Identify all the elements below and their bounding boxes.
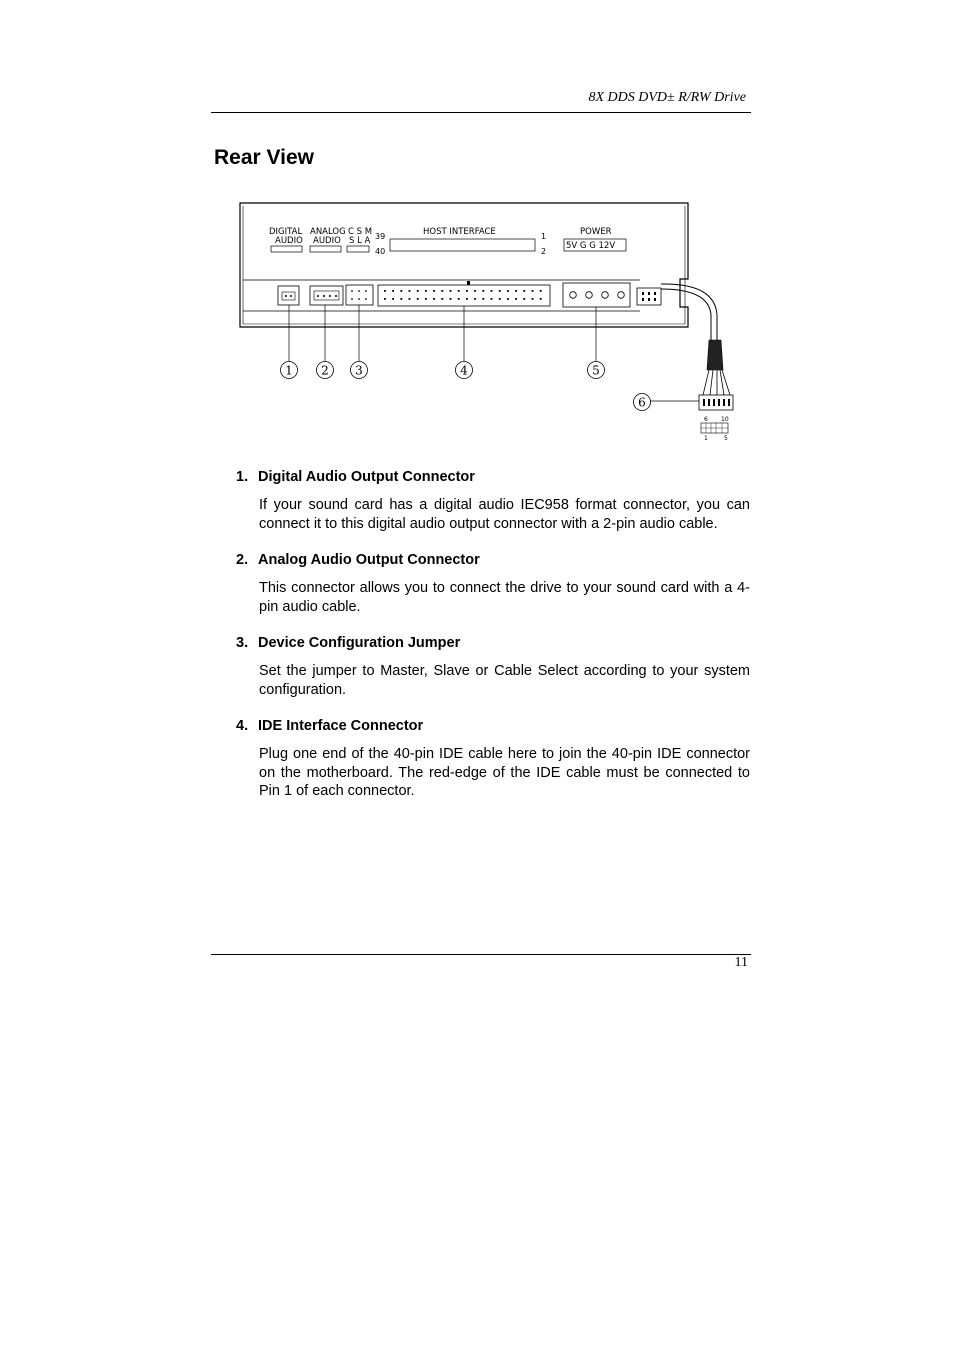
cable-fan-out (703, 370, 730, 395)
label-host-interface: HOST INTERFACE (423, 227, 496, 237)
config-jumper-block (346, 285, 373, 305)
item-number: 1. (236, 469, 249, 485)
label-csm: C S M (348, 227, 373, 237)
ide-interface-connector (378, 285, 550, 306)
item-body: Plug one end of the 40-pin IDE cable here to join the 40-pin IDE connector on the motherboard. The red-edge of the IDE cable must be connected to Pin 1 of each connector. (259, 746, 750, 799)
power-pin (618, 292, 625, 299)
ide-pin (450, 290, 452, 292)
ide-pin (417, 298, 419, 300)
label-pin-40: 40 (375, 247, 386, 256)
connector-list (236, 467, 750, 818)
label-pin-39: 39 (375, 232, 386, 241)
item-body: Set the jumper to Master, Slave or Cable Select according to your system configuration. (259, 663, 750, 698)
list-item (236, 467, 750, 533)
ide-key-notch (467, 281, 470, 285)
ide-pin (474, 298, 476, 300)
item-body: This connector allows you to connect the drive to your sound card with a 4-pin audio cable. (259, 580, 750, 615)
ide-pin (482, 298, 484, 300)
ide-pin (409, 290, 411, 292)
footer-rule (211, 954, 751, 955)
jumper-pins (351, 290, 367, 300)
analog-pin (323, 295, 325, 297)
power-pin (602, 292, 609, 299)
power-pin (570, 292, 577, 299)
ide-pin (499, 290, 501, 292)
ide-pin (499, 298, 501, 300)
pin-label-6: 6 (704, 416, 708, 423)
cable-side-connector (637, 288, 661, 305)
list-item (236, 633, 750, 699)
cable-bundle (707, 340, 723, 370)
label-sla: S L A (349, 236, 371, 246)
ide-pin (441, 290, 443, 292)
cable-end-pins (703, 399, 730, 406)
callout-2: 2 (321, 363, 329, 378)
ide-pin (507, 298, 509, 300)
label-power-pins: 5V G G 12V (566, 241, 616, 251)
ide-pin (433, 290, 435, 292)
ide-pin (433, 298, 435, 300)
analog-pin (335, 295, 337, 297)
item-number: 3. (236, 635, 249, 651)
ide-pin (384, 290, 386, 292)
callout-4: 4 (460, 363, 468, 378)
digital-label-box (271, 246, 302, 252)
digital-audio-connector (278, 286, 299, 305)
analog-pin (317, 295, 319, 297)
item-number: 2. (236, 552, 249, 568)
ide-pin (400, 290, 402, 292)
ide-pin (425, 290, 427, 292)
pin-label-5: 5 (724, 435, 728, 442)
host-interface-label-box (390, 239, 535, 251)
callout-1: 1 (285, 363, 293, 378)
ide-pin (482, 290, 484, 292)
ide-pin (523, 298, 525, 300)
item-body: If your sound card has a digital audio IEC958 format connector, you can connect it to this digital audio output connector with a 2-pin audio cable. (259, 497, 750, 532)
item-title: IDE Interface Connector (258, 718, 424, 734)
callout-6: 6 (638, 395, 646, 410)
ide-pin (466, 298, 468, 300)
list-item (236, 550, 750, 616)
ide-pin (450, 298, 452, 300)
page-number: 11 (734, 955, 748, 970)
label-pin-1: 1 (541, 232, 547, 241)
digital-audio-socket (282, 292, 295, 300)
ide-pin (441, 298, 443, 300)
label-power: POWER (580, 227, 612, 237)
label-pin-2: 2 (541, 247, 547, 256)
ide-pin (532, 298, 534, 300)
ide-pin (400, 298, 402, 300)
ide-pin (458, 290, 460, 292)
callout-3: 3 (355, 363, 363, 378)
section-title: Rear View (214, 146, 315, 169)
pin-label-10: 10 (721, 416, 729, 423)
analog-pin (329, 295, 331, 297)
csm-label-box (347, 246, 369, 252)
callout-5: 5 (592, 363, 600, 378)
list-item (236, 716, 750, 801)
item-title: Analog Audio Output Connector (258, 552, 480, 568)
ide-pin (491, 298, 493, 300)
ide-pin (491, 290, 493, 292)
label-digital: DIGITAL (269, 227, 303, 237)
ide-pin (474, 290, 476, 292)
digital-pin (290, 295, 292, 297)
analog-label-box (310, 246, 341, 252)
label-analog: ANALOG (310, 227, 346, 237)
item-number: 4. (236, 718, 249, 734)
cable-wire (661, 289, 711, 340)
ide-pin (417, 290, 419, 292)
side-connector-pins (642, 292, 656, 301)
label-analog-audio: AUDIO (313, 236, 341, 246)
ide-pin (392, 290, 394, 292)
analog-audio-connector (310, 286, 343, 305)
ide-pin (409, 298, 411, 300)
ide-pin (425, 298, 427, 300)
ide-pin (466, 290, 468, 292)
ide-pin (532, 290, 534, 292)
ide-pin (515, 298, 517, 300)
ide-pin (384, 298, 386, 300)
item-title: Device Configuration Jumper (258, 635, 461, 651)
ide-pin (540, 290, 542, 292)
running-header: 8X DDS DVD± R/RW Drive (588, 90, 746, 105)
ide-pin (458, 298, 460, 300)
ide-pin (507, 290, 509, 292)
ide-pin (523, 290, 525, 292)
ide-pin (540, 298, 542, 300)
item-title: Digital Audio Output Connector (258, 469, 475, 485)
pin-label-1: 1 (704, 435, 708, 442)
ide-pins (384, 290, 542, 300)
header-rule (211, 112, 751, 113)
power-pin (586, 292, 593, 299)
ide-pin (392, 298, 394, 300)
digital-pin (285, 295, 287, 297)
ide-pin (515, 290, 517, 292)
label-digital-audio: AUDIO (275, 236, 303, 246)
power-connector (563, 283, 630, 307)
rear-view-diagram (235, 195, 735, 445)
